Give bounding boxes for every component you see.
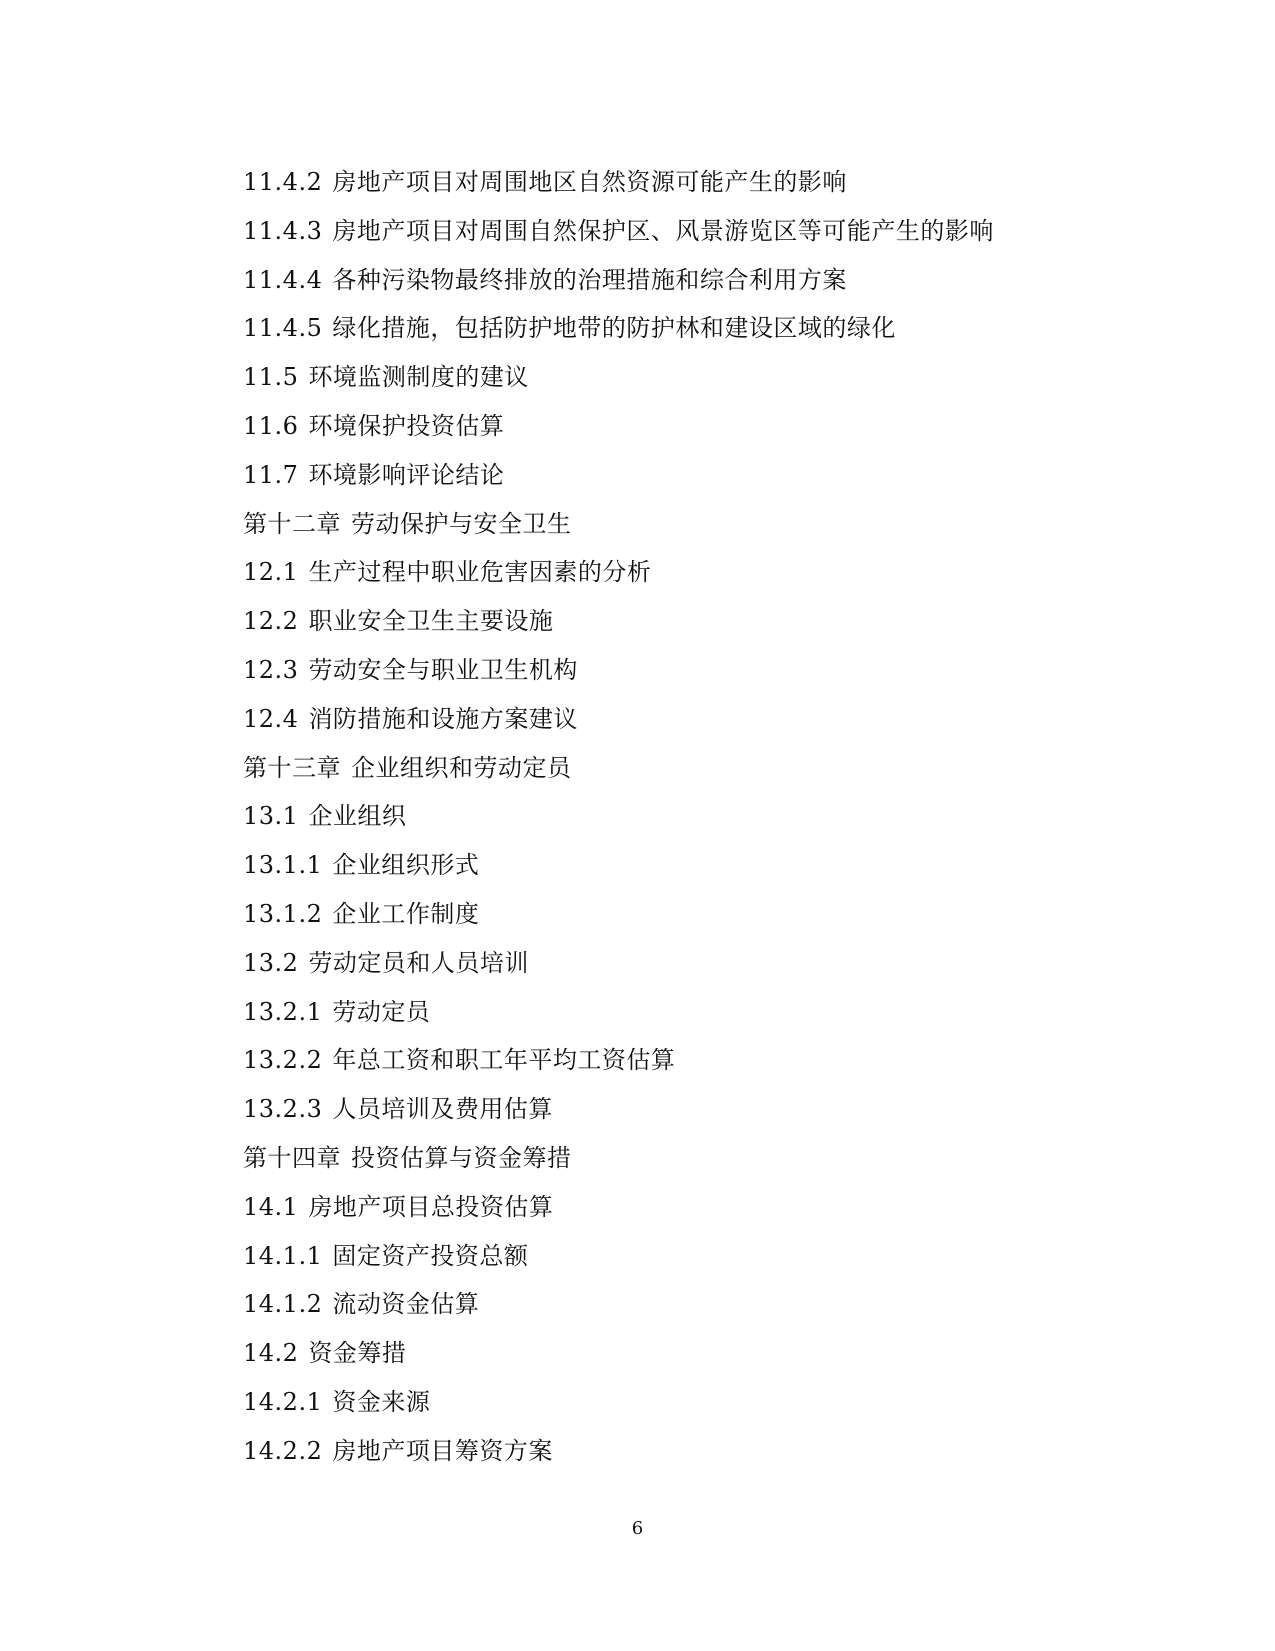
toc-chapter-number: 第十四章 bbox=[243, 1143, 341, 1172]
toc-entry-number: 11.4.5 bbox=[243, 314, 323, 343]
toc-entry-title: 资金筹措 bbox=[308, 1339, 407, 1368]
toc-entry-title: 流动资金估算 bbox=[332, 1290, 480, 1319]
toc-entry bbox=[243, 1382, 1123, 1431]
toc-entry-title: 房地产项目对周围地区自然资源可能产生的影响 bbox=[332, 168, 847, 196]
toc-entry-number: 11.4.2 bbox=[243, 168, 323, 196]
toc-entry-title: 房地产项目筹资方案 bbox=[332, 1436, 553, 1465]
toc-entry-title: 劳动定员 bbox=[332, 997, 431, 1026]
toc-entry bbox=[243, 162, 1123, 211]
toc-entry bbox=[243, 1236, 1123, 1285]
toc-entry-title: 劳动定员和人员培训 bbox=[308, 948, 529, 977]
toc-entry-number: 13.1 bbox=[243, 802, 299, 831]
toc-entry-title: 房地产项目总投资估算 bbox=[308, 1192, 554, 1221]
page-number: 6 bbox=[631, 1518, 644, 1539]
toc-chapter-heading bbox=[243, 748, 1123, 797]
toc-entry-number: 14.1.1 bbox=[243, 1241, 323, 1270]
toc-entry-title: 企业组织 bbox=[308, 802, 407, 831]
toc-entry bbox=[243, 796, 1123, 845]
toc-entry bbox=[243, 894, 1123, 943]
toc-entry-title: 企业工作制度 bbox=[332, 899, 480, 928]
toc-entry bbox=[243, 308, 1123, 357]
toc-entry-number: 13.2.1 bbox=[243, 997, 323, 1026]
toc-entry bbox=[243, 260, 1123, 309]
toc-entry-number: 12.3 bbox=[243, 655, 299, 684]
toc-entry bbox=[243, 1040, 1123, 1089]
toc-entry-number: 13.2.3 bbox=[243, 1095, 323, 1124]
toc-entry-title: 消防措施和设施方案建议 bbox=[308, 704, 578, 733]
toc-entry-title: 各种污染物最终排放的治理措施和综合利用方案 bbox=[332, 265, 847, 294]
toc-chapter-title: 劳动保护与安全卫生 bbox=[351, 509, 572, 538]
toc-entry-title: 环境影响评论结论 bbox=[308, 460, 505, 489]
table-of-contents bbox=[243, 162, 1123, 1480]
toc-entry bbox=[243, 699, 1123, 748]
toc-entry-number: 13.2 bbox=[243, 948, 299, 977]
toc-entry bbox=[243, 845, 1123, 894]
toc-entry-number: 12.2 bbox=[243, 607, 299, 636]
toc-entry-number: 13.1.2 bbox=[243, 899, 323, 928]
toc-entry-title: 房地产项目对周围自然保护区、风景游览区等可能产生的影响 bbox=[332, 216, 994, 245]
toc-entry bbox=[243, 552, 1123, 601]
toc-entry-title: 人员培训及费用估算 bbox=[332, 1095, 553, 1124]
toc-entry-number: 13.2.2 bbox=[243, 1046, 323, 1075]
toc-entry-number: 13.1.1 bbox=[243, 851, 323, 880]
toc-entry-title: 资金来源 bbox=[332, 1387, 431, 1416]
toc-entry-title: 劳动安全与职业卫生机构 bbox=[308, 655, 578, 684]
toc-chapter-title: 投资估算与资金筹措 bbox=[351, 1143, 572, 1172]
toc-entry bbox=[243, 1333, 1123, 1382]
toc-entry-title: 年总工资和职工年平均工资估算 bbox=[332, 1046, 676, 1075]
toc-entry-number: 11.6 bbox=[243, 411, 299, 440]
toc-chapter-number: 第十三章 bbox=[243, 753, 341, 782]
toc-entry-number: 11.7 bbox=[243, 460, 299, 489]
toc-chapter-number: 第十二章 bbox=[243, 509, 341, 538]
toc-entry-number: 12.4 bbox=[243, 704, 299, 733]
toc-entry-title: 生产过程中职业危害因素的分析 bbox=[308, 558, 652, 587]
toc-entry-number: 11.4.4 bbox=[243, 265, 323, 294]
toc-entry-title: 固定资产投资总额 bbox=[332, 1241, 529, 1270]
toc-entry bbox=[243, 992, 1123, 1041]
toc-entry-title: 环境监测制度的建议 bbox=[308, 363, 529, 392]
toc-chapter-title: 企业组织和劳动定员 bbox=[351, 753, 572, 782]
toc-entry bbox=[243, 1187, 1123, 1236]
toc-entry bbox=[243, 1284, 1123, 1333]
toc-entry bbox=[243, 650, 1123, 699]
toc-entry bbox=[243, 357, 1123, 406]
toc-entry-number: 14.2.1 bbox=[243, 1387, 323, 1416]
toc-entry-number: 11.4.3 bbox=[243, 216, 323, 245]
toc-entry-title: 绿化措施，包括防护地带的防护林和建设区域的绿化 bbox=[332, 314, 896, 343]
toc-entry-title: 环境保护投资估算 bbox=[308, 411, 505, 440]
toc-entry-number: 14.1.2 bbox=[243, 1290, 323, 1319]
toc-entry bbox=[243, 455, 1123, 504]
toc-entry bbox=[243, 601, 1123, 650]
toc-entry-title: 企业组织形式 bbox=[332, 851, 480, 880]
toc-entry-number: 11.5 bbox=[243, 363, 299, 392]
toc-entry-number: 14.2 bbox=[243, 1339, 299, 1368]
toc-entry bbox=[243, 1431, 1123, 1480]
toc-chapter-heading bbox=[243, 1138, 1123, 1187]
toc-entry-title: 职业安全卫生主要设施 bbox=[308, 607, 554, 636]
toc-entry bbox=[243, 406, 1123, 455]
toc-entry-number: 14.2.2 bbox=[243, 1436, 323, 1465]
toc-entry-number: 14.1 bbox=[243, 1192, 299, 1221]
toc-entry-number: 12.1 bbox=[243, 558, 299, 587]
toc-entry bbox=[243, 1089, 1123, 1138]
toc-chapter-heading bbox=[243, 504, 1123, 553]
toc-entry bbox=[243, 943, 1123, 992]
toc-entry bbox=[243, 211, 1123, 260]
